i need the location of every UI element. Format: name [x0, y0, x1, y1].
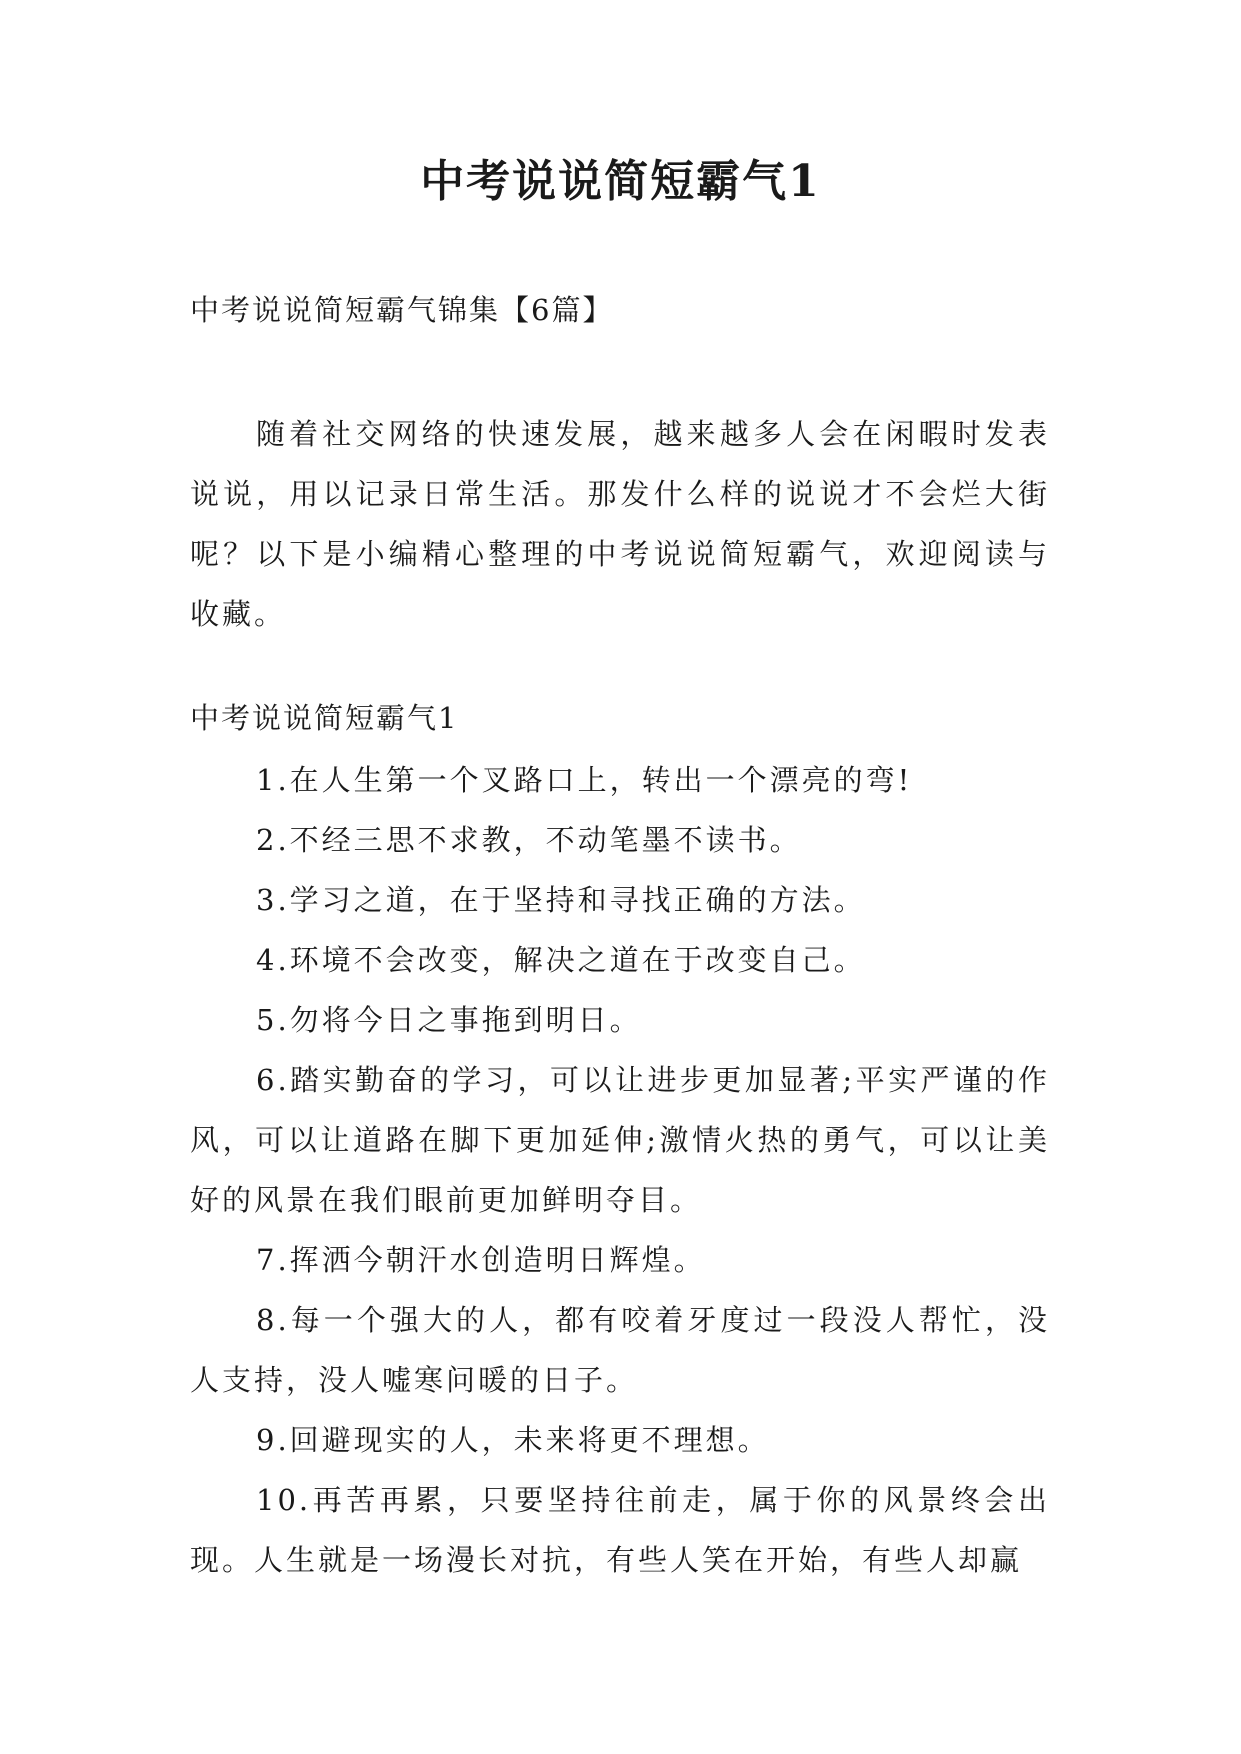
- list-item: 2.不经三思不求教，不动笔墨不读书。: [256, 823, 802, 857]
- list-item: 10.再苦再累，只要坚持往前走，属于你的风景终会出现。人生就是一场漫长对抗，有些人笑在开始，有些人却赢: [190, 1483, 1050, 1577]
- quote-list: [190, 750, 1050, 1590]
- list-item: 8.每一个强大的人，都有咬着牙度过一段没人帮忙，没人支持，没人嘘寒问暖的日子。: [190, 1303, 1050, 1397]
- intro-paragraph: 随着社交网络的快速发展，越来越多人会在闲暇时发表说说，用以记录日常生活。那发什么样的说说才不会烂大街呢？以下是小编精心整理的中考说说简短霸气，欢迎阅读与收藏。: [190, 417, 1050, 631]
- document-subtitle: 中考说说简短霸气锦集【6篇】: [190, 293, 614, 327]
- page-title: 中考说说简短霸气1: [420, 156, 821, 207]
- list-item: 5.勿将今日之事拖到明日。: [256, 1003, 642, 1037]
- list-item: 3.学习之道，在于坚持和寻找正确的方法。: [256, 883, 866, 917]
- section-heading: 中考说说简短霸气1: [190, 701, 459, 735]
- list-item: 4.环境不会改变，解决之道在于改变自己。: [256, 943, 866, 977]
- list-item: 6.踏实勤奋的学习，可以让进步更加显著;平实严谨的作风，可以让道路在脚下更加延伸;激情火热的勇气，可以让美好的风景在我们眼前更加鲜明夺目。: [190, 1063, 1050, 1217]
- list-item: 1.在人生第一个叉路口上，转出一个漂亮的弯!: [256, 763, 913, 797]
- list-item: 9.回避现实的人，未来将更不理想。: [256, 1423, 770, 1457]
- list-item: 7.挥洒今朝汗水创造明日辉煌。: [256, 1243, 706, 1277]
